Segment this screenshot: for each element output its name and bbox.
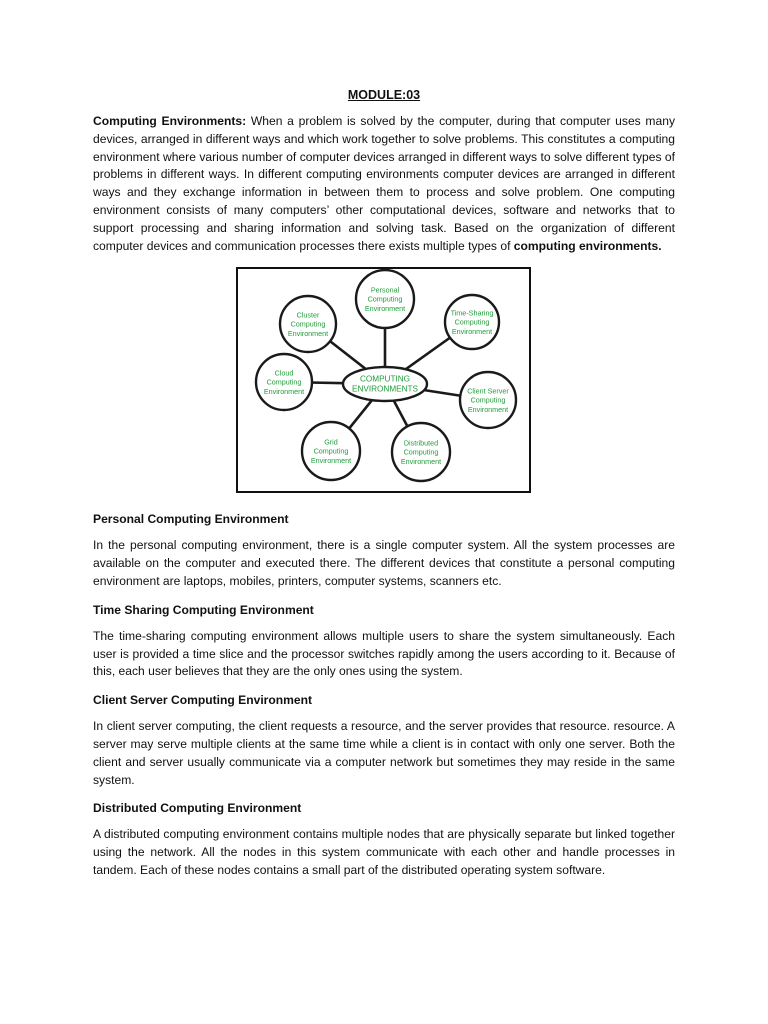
node-time-sharing <box>445 295 499 349</box>
diagram-svg <box>238 269 528 490</box>
node-label-personal-1: Computing <box>367 294 403 304</box>
section-heading-personal: Personal Computing Environment <box>93 512 289 527</box>
node-label-grid-1: Computing <box>313 446 349 456</box>
node-personal <box>356 270 414 328</box>
section-heading-distributed: Distributed Computing Environment <box>93 801 302 816</box>
node-label-cluster-0: Cluster <box>296 310 320 320</box>
node-cluster <box>280 296 336 352</box>
node-label-cloud-2: Environment <box>263 387 305 397</box>
center-label-1: ENVIRONMENTS <box>352 384 418 394</box>
node-label-client-server-1: Computing <box>470 395 506 405</box>
section-body-client-server: In client server computing, the client requests a resource, and the server provides that resource. resource. A server may serve multiple clients at the same time while a client is in contact with only one server. Both the client and server usually communicate via a computer network but sometimes they may reside in the same system. <box>93 719 675 787</box>
node-label-grid-2: Environment <box>310 456 352 466</box>
intro-label: Computing Environments: <box>93 114 247 128</box>
node-label-cluster-1: Computing <box>290 319 326 329</box>
computing-environments-diagram <box>236 267 531 493</box>
section-body-distributed: A distributed computing environment contains multiple nodes that are physically separate but linked together using the network. All the nodes in this system communicate with each other and handle processes in tandem. Each of these nodes contains a small part of the distributed operating system software. <box>93 827 675 877</box>
node-label-time-sharing-0: Time-Sharing <box>450 308 494 318</box>
section-body-time-sharing: The time-sharing computing environment allows multiple users to share the system simultaneously. Each user is provided a time slice and the processor switches rapidly among the users according to it. Because of this, each user believes that they are the only ones using the system. <box>93 628 675 679</box>
section-body-personal: In the personal computing environment, there is a single computer system. All the system processes are available on the computer and executed there. The different devices that constitute a personal computing environment are laptops, mobiles, printers, computer systems, scanners etc. <box>93 538 675 588</box>
node-label-distributed-1: Computing <box>403 447 439 457</box>
node-label-grid-0: Grid <box>324 437 338 447</box>
node-grid <box>302 422 360 480</box>
node-distributed <box>392 423 450 481</box>
node-label-personal-0: Personal <box>370 285 400 295</box>
section-heading-time-sharing: Time Sharing Computing Environment <box>93 602 314 617</box>
node-label-distributed-0: Distributed <box>403 438 439 448</box>
intro-paragraph <box>93 113 675 255</box>
node-label-cluster-2: Environment <box>287 329 329 339</box>
node-label-cloud-0: Cloud <box>274 368 294 378</box>
node-cloud <box>256 354 312 410</box>
diagram-center <box>343 367 427 401</box>
node-label-personal-2: Environment <box>364 304 406 314</box>
document-page <box>93 86 675 880</box>
node-label-distributed-2: Environment <box>400 457 442 467</box>
node-label-client-server-0: Client Server <box>467 386 509 396</box>
intro-suffix: computing environments. <box>513 238 662 253</box>
center-label-0: COMPUTING <box>359 374 411 384</box>
section-heading-client-server: Client Server Computing Environment <box>93 693 313 708</box>
intro-text: When a problem is solved by the computer, during that computer uses many devices, arranged in different ways and which work together to solve problems. This constitutes a computing environment where various number of computer devices arranged in different ways to solve different types of problems in different ways. In different computing environments computer devices are arranged in different ways and they exchange information in between them to process and solve problem. One computing environment consists of many computers’ other computational devices, software and networks that to support processing and sharing information and solving task. Based on the organization of different computer devices and communication processes there exists multiple types of <box>93 114 675 253</box>
module-title: MODULE:03 <box>347 88 421 102</box>
node-label-time-sharing-2: Environment <box>451 327 493 337</box>
node-client-server <box>460 372 516 428</box>
node-label-cloud-1: Computing <box>266 377 302 387</box>
node-label-time-sharing-1: Computing <box>454 317 490 327</box>
node-label-client-server-2: Environment <box>467 405 509 415</box>
